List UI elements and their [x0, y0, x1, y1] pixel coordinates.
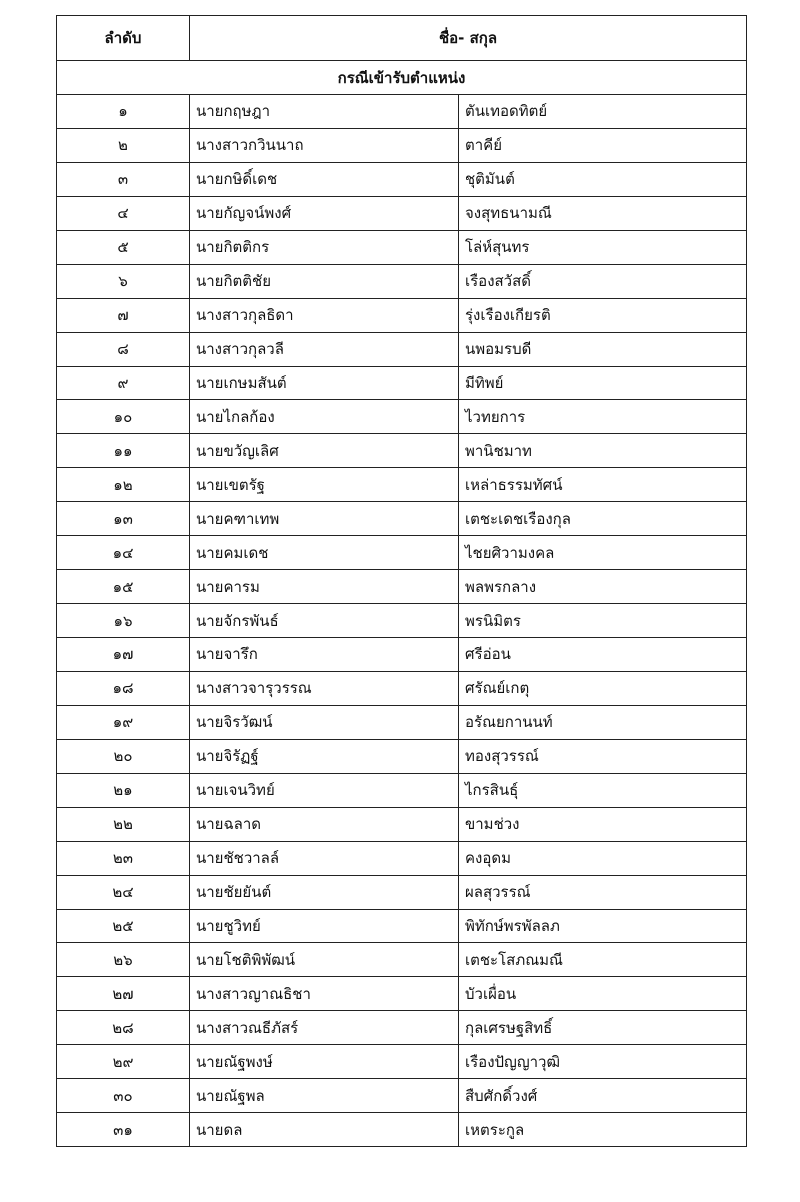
- last-name: ไชยศิวามงคล: [465, 543, 555, 562]
- table-header-row: [56, 15, 747, 61]
- last-name: กุลเศรษฐสิทธิ์: [465, 1018, 553, 1037]
- first-name: นายณัฐพงษ์: [190, 1045, 459, 1078]
- first-name: นายไกลก้อง: [190, 400, 459, 433]
- first-name: นายกัญจน์พงศ์: [190, 197, 459, 230]
- table-row: [56, 265, 747, 299]
- row-number: ๒๕: [57, 910, 190, 943]
- row-number: ๑๓: [57, 502, 190, 535]
- table-body: [56, 95, 747, 1147]
- first-name: นางสาวกุลวลี: [190, 333, 459, 366]
- row-number: ๔: [57, 197, 190, 230]
- last-name: ขามช่วง: [465, 815, 520, 834]
- row-number: ๑๕: [57, 570, 190, 603]
- row-number: ๓๑: [57, 1113, 190, 1146]
- table-row: [56, 197, 747, 231]
- table-row: [56, 536, 747, 570]
- last-name: เหล่าธรรมทัศน์: [465, 475, 563, 494]
- table-row: [56, 1079, 747, 1113]
- table-row: [56, 400, 747, 434]
- last-name: ชุติมันต์: [465, 170, 515, 189]
- table-row: [56, 774, 747, 808]
- table-row: [56, 163, 747, 197]
- first-name: นายกิตติกร: [190, 231, 459, 264]
- table-row: [56, 129, 747, 163]
- table-row: [56, 1045, 747, 1079]
- row-number: ๘: [57, 333, 190, 366]
- last-name: ทองสุวรรณ์: [465, 747, 539, 766]
- table-row: [56, 570, 747, 604]
- table-row: [56, 842, 747, 876]
- last-name: เตชะเดชเรืองกุล: [465, 509, 571, 528]
- header-name: ชื่อ- สกุล: [438, 29, 498, 47]
- last-name: ไวทยการ: [465, 407, 526, 426]
- first-name: นายกษิดิ์เดช: [190, 163, 459, 196]
- table-row: [56, 910, 747, 944]
- header-number: ลำดับ: [57, 16, 190, 60]
- last-name: ศรีอ่อน: [465, 645, 511, 664]
- row-number: ๑: [57, 95, 190, 128]
- last-name: มีทิพย์: [465, 373, 504, 392]
- row-number: ๒๙: [57, 1045, 190, 1078]
- table-row: [56, 367, 747, 401]
- table-row: [56, 333, 747, 367]
- table-row: [56, 502, 747, 536]
- last-name: รุ่งเรืองเกียรติ: [465, 306, 551, 325]
- row-number: ๑๔: [57, 536, 190, 569]
- last-name: ตาคีย์: [465, 136, 502, 155]
- last-name: โล่ห์สุนทร: [465, 238, 530, 257]
- last-name: พิทักษ์พรพัลลภ: [465, 916, 560, 935]
- table-row: [56, 638, 747, 672]
- table-row: [56, 434, 747, 468]
- table-row: [56, 740, 747, 774]
- table-row: [56, 1113, 747, 1147]
- table-row: [56, 706, 747, 740]
- table-row: [56, 1011, 747, 1045]
- first-name: นายณัฐพล: [190, 1079, 459, 1112]
- row-number: ๒๘: [57, 1011, 190, 1044]
- first-name: นายจารึก: [190, 638, 459, 671]
- row-number: ๒๒: [57, 808, 190, 841]
- row-number: ๓๐: [57, 1079, 190, 1112]
- last-name: เหตระกูล: [465, 1120, 525, 1139]
- row-number: ๒๔: [57, 876, 190, 909]
- row-number: ๙: [57, 367, 190, 400]
- table-row: [56, 808, 747, 842]
- last-name: บัวเผื่อน: [465, 984, 517, 1003]
- row-number: ๑๘: [57, 672, 190, 705]
- table-row: [56, 231, 747, 265]
- last-name: จงสุทธนามณี: [465, 204, 552, 223]
- last-name: ตันเทอดทิตย์: [465, 102, 548, 121]
- first-name: นายคารม: [190, 570, 459, 603]
- first-name: นายขวัญเลิศ: [190, 434, 459, 467]
- row-number: ๑๗: [57, 638, 190, 671]
- last-name: เรืองสวัสดิ์: [465, 272, 531, 291]
- table-row: [56, 876, 747, 910]
- last-name: พานิชมาท: [465, 441, 532, 460]
- first-name: นายจิรวัฒน์: [190, 706, 459, 739]
- first-name: นายชัชวาลล์: [190, 842, 459, 875]
- row-number: ๒๑: [57, 774, 190, 807]
- last-name: นพอมรบดี: [465, 340, 532, 359]
- first-name: นายจักรพันธ์: [190, 604, 459, 637]
- row-number: ๒๐: [57, 740, 190, 773]
- section-heading: กรณีเข้ารับตำแหน่ง: [56, 61, 747, 95]
- last-name: ไกรสินธุ์: [465, 781, 519, 800]
- last-name: เรืองปัญญาวุฒิ: [465, 1052, 560, 1071]
- first-name: นายชูวิทย์: [190, 910, 459, 943]
- last-name: คงอุดม: [465, 849, 511, 868]
- last-name: อรัณยกานนท์: [465, 713, 553, 732]
- table-row: [56, 299, 747, 333]
- last-name: ผลสุวรรณ์: [465, 883, 531, 902]
- last-name: พรนิมิตร: [465, 611, 521, 630]
- table-row: [56, 468, 747, 502]
- row-number: ๑๒: [57, 468, 190, 501]
- table-row: [56, 95, 747, 129]
- first-name: นายโชติพิพัฒน์: [190, 943, 459, 976]
- first-name: นายดล: [190, 1113, 459, 1146]
- first-name: นายคฑาเทพ: [190, 502, 459, 535]
- table-row: [56, 672, 747, 706]
- first-name: นางสาวกวินนาถ: [190, 129, 459, 162]
- first-name: นายฉลาด: [190, 808, 459, 841]
- first-name: นางสาวญาณธิชา: [190, 977, 459, 1010]
- last-name: พลพรกลาง: [465, 577, 537, 596]
- row-number: ๑๑: [57, 434, 190, 467]
- row-number: ๒๗: [57, 977, 190, 1010]
- last-name: ศรัณย์เกตุ: [465, 679, 530, 698]
- row-number: ๖: [57, 265, 190, 298]
- row-number: ๓: [57, 163, 190, 196]
- table-row: [56, 943, 747, 977]
- row-number: ๕: [57, 231, 190, 264]
- first-name: นางสาวณธีภัสร์: [190, 1011, 459, 1044]
- row-number: ๗: [57, 299, 190, 332]
- table-row: [56, 604, 747, 638]
- first-name: นายเกษมสันต์: [190, 367, 459, 400]
- row-number: ๒: [57, 129, 190, 162]
- last-name: สืบศักดิ์วงศ์: [465, 1086, 538, 1105]
- first-name: นายกิตติชัย: [190, 265, 459, 298]
- first-name: นางสาวจารุวรรณ: [190, 672, 459, 705]
- row-number: ๑๖: [57, 604, 190, 637]
- row-number: ๑๐: [57, 400, 190, 433]
- table-row: [56, 977, 747, 1011]
- row-number: ๒๖: [57, 943, 190, 976]
- row-number: ๑๙: [57, 706, 190, 739]
- first-name: นายคมเดช: [190, 536, 459, 569]
- first-name: นายกฤษฎา: [190, 95, 459, 128]
- name-list-table: [56, 15, 747, 1147]
- last-name: เตชะโสภณมณี: [465, 950, 563, 969]
- first-name: นายชัยยันต์: [190, 876, 459, 909]
- first-name: นายเจนวิทย์: [190, 774, 459, 807]
- first-name: นายเขตรัฐ: [190, 468, 459, 501]
- first-name: นายจิรัฏฐ์: [190, 740, 459, 773]
- first-name: นางสาวกุลธิดา: [190, 299, 459, 332]
- row-number: ๒๓: [57, 842, 190, 875]
